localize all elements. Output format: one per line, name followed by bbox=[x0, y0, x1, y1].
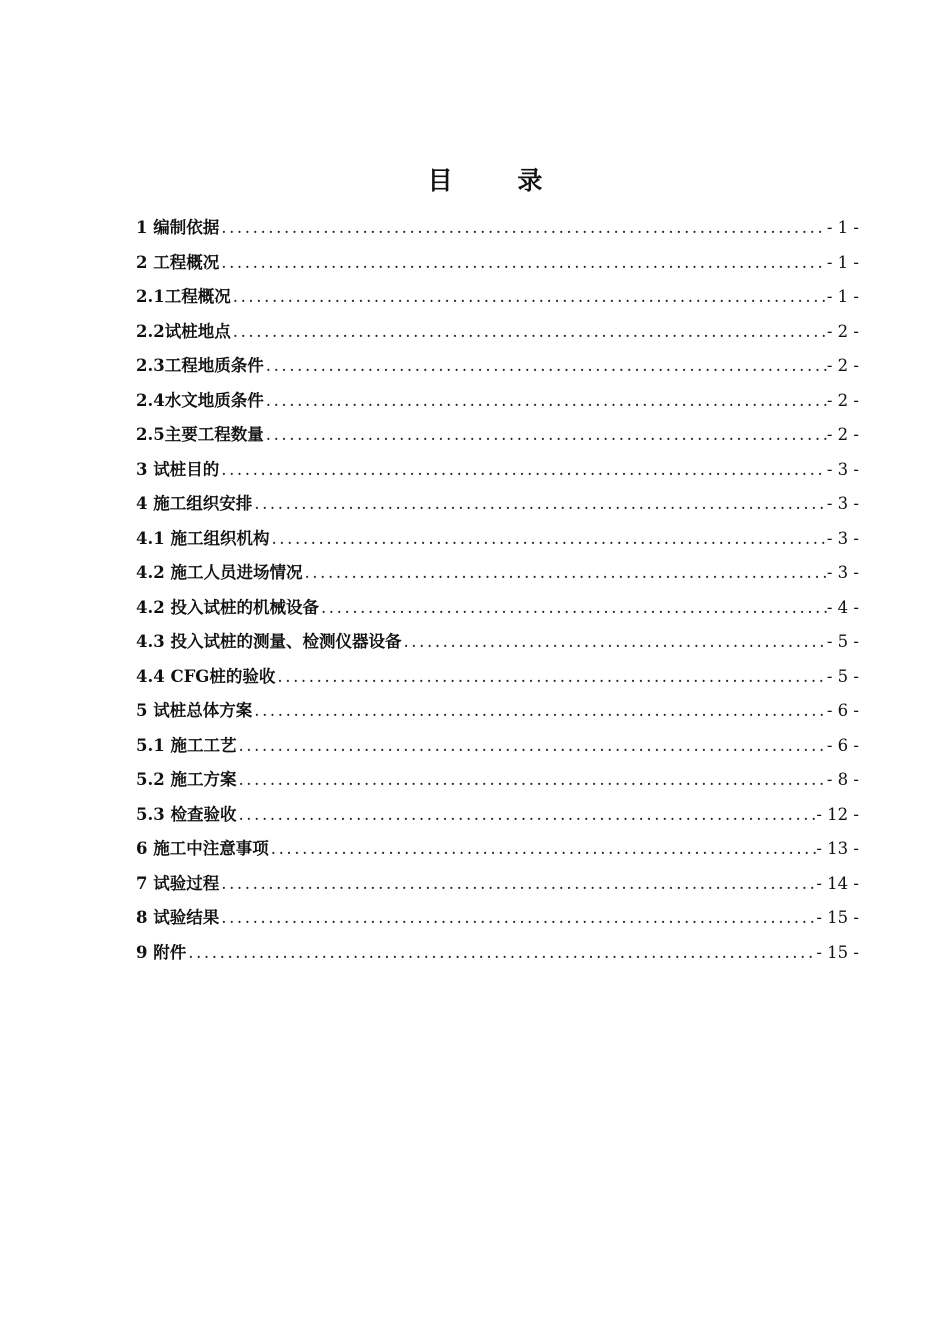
toc-entry-label: 5.3 检查验收 bbox=[136, 804, 237, 824]
toc-entry-label: 2.3工程地质条件 bbox=[136, 356, 264, 375]
toc-entry-page-number: - 12 - bbox=[816, 804, 859, 824]
toc-entry-page-number: - 2 - bbox=[826, 390, 859, 410]
toc-entry-label: 8 试验结果 bbox=[136, 908, 220, 927]
toc-entry[interactable] bbox=[136, 625, 859, 660]
toc-entry[interactable] bbox=[136, 487, 859, 522]
toc-entry[interactable] bbox=[136, 763, 859, 798]
toc-entry-page-number: - 2 - bbox=[826, 321, 859, 341]
toc-entry[interactable] bbox=[136, 384, 859, 419]
toc-entry-label: 5.2 施工方案 bbox=[136, 770, 237, 789]
toc-dot-leader bbox=[219, 867, 816, 902]
toc-entry-page-number: - 13 - bbox=[816, 839, 859, 858]
toc-entry-page-number: - 1 - bbox=[826, 252, 859, 272]
toc-entry-label: 5.1 施工工艺 bbox=[136, 735, 237, 755]
toc-entry-label: 4.2 施工人员进场情况 bbox=[136, 563, 303, 582]
toc-entry-page-number: - 2 - bbox=[826, 425, 859, 444]
toc-entry[interactable] bbox=[136, 867, 859, 902]
toc-entry-page-number: - 8 - bbox=[826, 770, 859, 789]
toc-entry[interactable] bbox=[136, 418, 859, 453]
toc-entry-page-number: - 15 - bbox=[816, 908, 859, 927]
toc-dot-leader bbox=[236, 729, 826, 764]
toc-dot-leader bbox=[219, 211, 827, 246]
toc-dot-leader bbox=[302, 556, 826, 591]
toc-entry-page-number: - 3 - bbox=[826, 563, 859, 582]
toc-entry-label: 4.3 投入试桩的测量、检测仪器设备 bbox=[136, 632, 402, 651]
toc-entry[interactable] bbox=[136, 936, 859, 971]
toc-dot-leader bbox=[264, 349, 827, 384]
toc-dot-leader bbox=[269, 832, 817, 867]
toc-dot-leader bbox=[186, 936, 816, 971]
toc-dot-leader bbox=[269, 522, 826, 557]
toc-dot-leader bbox=[275, 660, 826, 695]
toc-list bbox=[136, 211, 859, 970]
toc-entry-page-number: - 15 - bbox=[816, 942, 859, 962]
toc-dot-leader bbox=[264, 418, 827, 453]
toc-entry[interactable] bbox=[136, 901, 859, 936]
toc-entry-page-number: - 3 - bbox=[826, 459, 859, 479]
toc-entry[interactable] bbox=[136, 729, 859, 764]
toc-dot-leader bbox=[219, 453, 827, 488]
toc-entry-page-number: - 6 - bbox=[826, 735, 859, 755]
toc-entry-label: 2.1工程概况 bbox=[136, 287, 231, 306]
toc-dot-leader bbox=[219, 246, 827, 281]
toc-entry[interactable] bbox=[136, 591, 859, 626]
toc-dot-leader bbox=[319, 591, 827, 626]
toc-dot-leader bbox=[236, 763, 826, 798]
toc-entry[interactable] bbox=[136, 315, 859, 350]
toc-entry-page-number: - 3 - bbox=[826, 494, 859, 513]
toc-entry-label: 9 附件 bbox=[136, 942, 187, 962]
toc-entry-label: 1 编制依据 bbox=[136, 218, 220, 237]
toc-entry-label: 7 试验过程 bbox=[136, 873, 220, 893]
toc-entry-label: 4 施工组织安排 bbox=[136, 494, 253, 513]
toc-entry[interactable] bbox=[136, 522, 859, 557]
toc-dot-leader bbox=[252, 694, 827, 729]
toc-entry-label: 6 施工中注意事项 bbox=[136, 839, 269, 858]
toc-dot-leader bbox=[264, 384, 827, 419]
toc-entry-label: 5 试桩总体方案 bbox=[136, 701, 253, 720]
toc-entry-page-number: - 5 - bbox=[826, 632, 859, 651]
toc-entry[interactable] bbox=[136, 556, 859, 591]
toc-entry-label: 2.4水文地质条件 bbox=[136, 390, 264, 410]
toc-dot-leader bbox=[236, 798, 816, 833]
toc-entry-label: 3 试桩目的 bbox=[136, 459, 220, 479]
toc-entry[interactable] bbox=[136, 211, 859, 246]
toc-entry-page-number: - 3 - bbox=[826, 528, 859, 548]
toc-entry-page-number: - 6 - bbox=[826, 701, 859, 720]
toc-entry[interactable] bbox=[136, 246, 859, 281]
toc-entry[interactable] bbox=[136, 694, 859, 729]
toc-title: 目 录 bbox=[427, 166, 571, 195]
toc-entry-page-number: - 1 - bbox=[826, 287, 859, 306]
toc-dot-leader bbox=[231, 315, 827, 350]
toc-entry[interactable] bbox=[136, 280, 859, 315]
toc-dot-leader bbox=[231, 280, 827, 315]
toc-entry-label: 2 工程概况 bbox=[136, 252, 220, 272]
toc-entry-page-number: - 14 - bbox=[816, 873, 859, 893]
toc-entry-page-number: - 4 - bbox=[826, 597, 859, 617]
toc-entry-label: 2.5主要工程数量 bbox=[136, 425, 264, 444]
toc-entry[interactable] bbox=[136, 798, 859, 833]
toc-entry-label: 2.2试桩地点 bbox=[136, 321, 231, 341]
toc-dot-leader bbox=[401, 625, 826, 660]
toc-entry-label: 4.4 CFG桩的验收 bbox=[136, 666, 276, 686]
toc-entry-label: 4.1 施工组织机构 bbox=[136, 528, 270, 548]
toc-entry[interactable] bbox=[136, 660, 859, 695]
toc-entry-page-number: - 2 - bbox=[826, 356, 859, 375]
toc-dot-leader bbox=[252, 487, 827, 522]
toc-entry[interactable] bbox=[136, 453, 859, 488]
toc-entry[interactable] bbox=[136, 349, 859, 384]
toc-entry-page-number: - 5 - bbox=[826, 666, 859, 686]
toc-entry-page-number: - 1 - bbox=[826, 218, 859, 237]
toc-entry[interactable] bbox=[136, 832, 859, 867]
toc-dot-leader bbox=[219, 901, 816, 936]
toc-entry-label: 4.2 投入试桩的机械设备 bbox=[136, 597, 319, 617]
